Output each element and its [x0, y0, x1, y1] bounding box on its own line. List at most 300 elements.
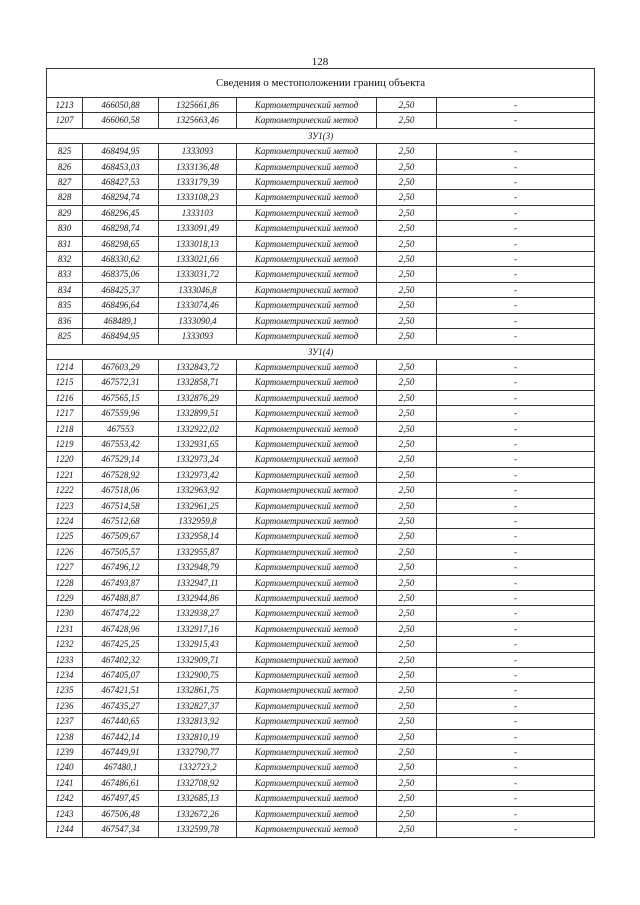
- x-coordinate-cell: 468294,74: [83, 190, 159, 205]
- method-cell: Картометрический метод: [237, 298, 377, 313]
- method-cell: Картометрический метод: [237, 205, 377, 220]
- point-number-cell: 836: [47, 313, 83, 328]
- accuracy-cell: 2,50: [377, 298, 437, 313]
- method-cell: Картометрический метод: [237, 98, 377, 113]
- method-cell: Картометрический метод: [237, 421, 377, 436]
- method-cell: Картометрический метод: [237, 375, 377, 390]
- y-coordinate-cell: 1333046,8: [159, 282, 237, 297]
- y-coordinate-cell: 1332685,13: [159, 791, 237, 806]
- method-cell: Картометрический метод: [237, 560, 377, 575]
- table-row: [47, 652, 595, 667]
- accuracy-cell: 2,50: [377, 252, 437, 267]
- x-coordinate-cell: 467402,32: [83, 652, 159, 667]
- accuracy-cell: 2,50: [377, 698, 437, 713]
- description-cell: -: [437, 698, 595, 713]
- method-cell: Картометрический метод: [237, 390, 377, 405]
- section-title: ЗУ1(3): [47, 128, 595, 143]
- accuracy-cell: 2,50: [377, 236, 437, 251]
- method-cell: Картометрический метод: [237, 236, 377, 251]
- x-coordinate-cell: 466050,88: [83, 98, 159, 113]
- x-coordinate-cell: 468494,95: [83, 144, 159, 159]
- accuracy-cell: 2,50: [377, 575, 437, 590]
- table-row: [47, 190, 595, 205]
- description-cell: -: [437, 144, 595, 159]
- accuracy-cell: 2,50: [377, 760, 437, 775]
- description-cell: -: [437, 359, 595, 374]
- table-row: [47, 591, 595, 606]
- method-cell: Картометрический метод: [237, 714, 377, 729]
- table-row: [47, 637, 595, 652]
- x-coordinate-cell: 467572,31: [83, 375, 159, 390]
- accuracy-cell: 2,50: [377, 745, 437, 760]
- point-number-cell: 1228: [47, 575, 83, 590]
- x-coordinate-cell: 467603,29: [83, 359, 159, 374]
- description-cell: -: [437, 329, 595, 344]
- table-row: [47, 575, 595, 590]
- y-coordinate-cell: 1332948,79: [159, 560, 237, 575]
- method-cell: Картометрический метод: [237, 144, 377, 159]
- x-coordinate-cell: 467480,1: [83, 760, 159, 775]
- x-coordinate-cell: 468298,74: [83, 221, 159, 236]
- method-cell: Картометрический метод: [237, 221, 377, 236]
- table-row: [47, 498, 595, 513]
- x-coordinate-cell: 468427,53: [83, 175, 159, 190]
- description-cell: -: [437, 159, 595, 174]
- y-coordinate-cell: 1332843,72: [159, 359, 237, 374]
- method-cell: Картометрический метод: [237, 591, 377, 606]
- point-number-cell: 1234: [47, 668, 83, 683]
- y-coordinate-cell: 1332790,77: [159, 745, 237, 760]
- x-coordinate-cell: 467505,57: [83, 544, 159, 559]
- table-row: [47, 375, 595, 390]
- y-coordinate-cell: 1333093: [159, 329, 237, 344]
- table-row: [47, 298, 595, 313]
- point-number-cell: 1244: [47, 822, 83, 837]
- method-cell: Картометрический метод: [237, 621, 377, 636]
- x-coordinate-cell: 468489,1: [83, 313, 159, 328]
- accuracy-cell: 2,50: [377, 144, 437, 159]
- method-cell: Картометрический метод: [237, 529, 377, 544]
- description-cell: -: [437, 822, 595, 837]
- point-number-cell: 1231: [47, 621, 83, 636]
- method-cell: Картометрический метод: [237, 513, 377, 528]
- table-row: [47, 467, 595, 482]
- accuracy-cell: 2,50: [377, 560, 437, 575]
- description-cell: -: [437, 421, 595, 436]
- y-coordinate-cell: 1332947,11: [159, 575, 237, 590]
- table-body: [47, 69, 595, 838]
- point-number-cell: 1225: [47, 529, 83, 544]
- description-cell: -: [437, 544, 595, 559]
- x-coordinate-cell: 468296,45: [83, 205, 159, 220]
- description-cell: -: [437, 436, 595, 451]
- x-coordinate-cell: 467529,14: [83, 452, 159, 467]
- method-cell: Картометрический метод: [237, 668, 377, 683]
- x-coordinate-cell: 467497,45: [83, 791, 159, 806]
- x-coordinate-cell: 467435,27: [83, 698, 159, 713]
- method-cell: Картометрический метод: [237, 406, 377, 421]
- y-coordinate-cell: 1333093: [159, 144, 237, 159]
- description-cell: -: [437, 375, 595, 390]
- description-cell: -: [437, 591, 595, 606]
- y-coordinate-cell: 1332958,14: [159, 529, 237, 544]
- description-cell: -: [437, 113, 595, 128]
- y-coordinate-cell: 1332861,75: [159, 683, 237, 698]
- description-cell: -: [437, 560, 595, 575]
- description-cell: -: [437, 406, 595, 421]
- y-coordinate-cell: 1333108,23: [159, 190, 237, 205]
- description-cell: -: [437, 467, 595, 482]
- table-row: [47, 775, 595, 790]
- y-coordinate-cell: 1332944,86: [159, 591, 237, 606]
- table-row: [47, 483, 595, 498]
- point-number-cell: 1207: [47, 113, 83, 128]
- description-cell: -: [437, 683, 595, 698]
- table-row: [47, 406, 595, 421]
- x-coordinate-cell: 467488,87: [83, 591, 159, 606]
- accuracy-cell: 2,50: [377, 267, 437, 282]
- table-row: [47, 205, 595, 220]
- x-coordinate-cell: 467405,07: [83, 668, 159, 683]
- method-cell: Картометрический метод: [237, 775, 377, 790]
- description-cell: -: [437, 513, 595, 528]
- point-number-cell: 1227: [47, 560, 83, 575]
- method-cell: Картометрический метод: [237, 359, 377, 374]
- y-coordinate-cell: 1333179,39: [159, 175, 237, 190]
- point-number-cell: 1237: [47, 714, 83, 729]
- x-coordinate-cell: 467553,42: [83, 436, 159, 451]
- point-number-cell: 1243: [47, 806, 83, 821]
- x-coordinate-cell: 467474,22: [83, 606, 159, 621]
- point-number-cell: 1220: [47, 452, 83, 467]
- accuracy-cell: 2,50: [377, 390, 437, 405]
- table-row: [47, 606, 595, 621]
- method-cell: Картометрический метод: [237, 483, 377, 498]
- point-number-cell: 1221: [47, 467, 83, 482]
- accuracy-cell: 2,50: [377, 729, 437, 744]
- accuracy-cell: 2,50: [377, 714, 437, 729]
- method-cell: Картометрический метод: [237, 652, 377, 667]
- description-cell: -: [437, 390, 595, 405]
- y-coordinate-cell: 1332959,8: [159, 513, 237, 528]
- description-cell: -: [437, 791, 595, 806]
- method-cell: Картометрический метод: [237, 606, 377, 621]
- accuracy-cell: 2,50: [377, 175, 437, 190]
- x-coordinate-cell: 467553: [83, 421, 159, 436]
- accuracy-cell: 2,50: [377, 591, 437, 606]
- description-cell: -: [437, 483, 595, 498]
- method-cell: Картометрический метод: [237, 791, 377, 806]
- y-coordinate-cell: 1333136,48: [159, 159, 237, 174]
- description-cell: -: [437, 98, 595, 113]
- method-cell: Картометрический метод: [237, 683, 377, 698]
- table-row: [47, 621, 595, 636]
- y-coordinate-cell: 1332599,78: [159, 822, 237, 837]
- accuracy-cell: 2,50: [377, 637, 437, 652]
- point-number-cell: 830: [47, 221, 83, 236]
- table-row: [47, 544, 595, 559]
- x-coordinate-cell: 467528,92: [83, 467, 159, 482]
- x-coordinate-cell: 467514,58: [83, 498, 159, 513]
- x-coordinate-cell: 468453,03: [83, 159, 159, 174]
- description-cell: -: [437, 652, 595, 667]
- description-cell: -: [437, 745, 595, 760]
- y-coordinate-cell: 1332973,42: [159, 467, 237, 482]
- y-coordinate-cell: 1333074,46: [159, 298, 237, 313]
- method-cell: Картометрический метод: [237, 313, 377, 328]
- accuracy-cell: 2,50: [377, 652, 437, 667]
- x-coordinate-cell: 467565,15: [83, 390, 159, 405]
- y-coordinate-cell: 1332723,2: [159, 760, 237, 775]
- y-coordinate-cell: 1332955,87: [159, 544, 237, 559]
- y-coordinate-cell: 1332915,43: [159, 637, 237, 652]
- point-number-cell: 833: [47, 267, 83, 282]
- x-coordinate-cell: 467440,65: [83, 714, 159, 729]
- table-row: [47, 159, 595, 174]
- y-coordinate-cell: 1332827,37: [159, 698, 237, 713]
- table-row: [47, 359, 595, 374]
- boundary-coordinates-table: [46, 68, 595, 838]
- point-number-cell: 828: [47, 190, 83, 205]
- x-coordinate-cell: 468330,62: [83, 252, 159, 267]
- accuracy-cell: 2,50: [377, 791, 437, 806]
- point-number-cell: 1235: [47, 683, 83, 698]
- y-coordinate-cell: 1332922,02: [159, 421, 237, 436]
- point-number-cell: 1222: [47, 483, 83, 498]
- x-coordinate-cell: 467518,06: [83, 483, 159, 498]
- table-row: [47, 668, 595, 683]
- table-caption-row: [47, 69, 595, 98]
- table-row: [47, 714, 595, 729]
- x-coordinate-cell: 467425,25: [83, 637, 159, 652]
- x-coordinate-cell: 468298,65: [83, 236, 159, 251]
- table-row: [47, 175, 595, 190]
- point-number-cell: 1242: [47, 791, 83, 806]
- y-coordinate-cell: 1332938,27: [159, 606, 237, 621]
- description-cell: -: [437, 236, 595, 251]
- table-row: [47, 313, 595, 328]
- x-coordinate-cell: 467547,34: [83, 822, 159, 837]
- table-row: [47, 760, 595, 775]
- point-number-cell: 1241: [47, 775, 83, 790]
- x-coordinate-cell: 467449,91: [83, 745, 159, 760]
- accuracy-cell: 2,50: [377, 498, 437, 513]
- x-coordinate-cell: 467442,14: [83, 729, 159, 744]
- y-coordinate-cell: 1332973,24: [159, 452, 237, 467]
- accuracy-cell: 2,50: [377, 436, 437, 451]
- method-cell: Картометрический метод: [237, 698, 377, 713]
- point-number-cell: 829: [47, 205, 83, 220]
- accuracy-cell: 2,50: [377, 668, 437, 683]
- description-cell: -: [437, 221, 595, 236]
- table-row: [47, 390, 595, 405]
- point-number-cell: 1217: [47, 406, 83, 421]
- accuracy-cell: 2,50: [377, 282, 437, 297]
- description-cell: -: [437, 298, 595, 313]
- table-row: [47, 144, 595, 159]
- point-number-cell: 1230: [47, 606, 83, 621]
- y-coordinate-cell: 1332810,19: [159, 729, 237, 744]
- table-row: [47, 698, 595, 713]
- method-cell: Картометрический метод: [237, 467, 377, 482]
- accuracy-cell: 2,50: [377, 806, 437, 821]
- x-coordinate-cell: 467506,48: [83, 806, 159, 821]
- y-coordinate-cell: 1332858,71: [159, 375, 237, 390]
- point-number-cell: 825: [47, 329, 83, 344]
- accuracy-cell: 2,50: [377, 544, 437, 559]
- y-coordinate-cell: 1332900,75: [159, 668, 237, 683]
- accuracy-cell: 2,50: [377, 775, 437, 790]
- method-cell: Картометрический метод: [237, 637, 377, 652]
- section-title: ЗУ1(4): [47, 344, 595, 359]
- point-number-cell: 831: [47, 236, 83, 251]
- description-cell: -: [437, 775, 595, 790]
- method-cell: Картометрический метод: [237, 175, 377, 190]
- table-row: [47, 221, 595, 236]
- point-number-cell: 1219: [47, 436, 83, 451]
- y-coordinate-cell: 1332963,92: [159, 483, 237, 498]
- method-cell: Картометрический метод: [237, 452, 377, 467]
- table-row: [47, 421, 595, 436]
- method-cell: Картометрический метод: [237, 575, 377, 590]
- point-number-cell: 1226: [47, 544, 83, 559]
- method-cell: Картометрический метод: [237, 282, 377, 297]
- accuracy-cell: 2,50: [377, 421, 437, 436]
- table-row: [47, 560, 595, 575]
- description-cell: -: [437, 252, 595, 267]
- x-coordinate-cell: 467421,51: [83, 683, 159, 698]
- table-row: [47, 267, 595, 282]
- accuracy-cell: 2,50: [377, 98, 437, 113]
- y-coordinate-cell: 1332876,29: [159, 390, 237, 405]
- page-number: 128: [311, 56, 329, 68]
- table-row: [47, 282, 595, 297]
- y-coordinate-cell: 1332672,26: [159, 806, 237, 821]
- x-coordinate-cell: 467509,67: [83, 529, 159, 544]
- y-coordinate-cell: 1333091,49: [159, 221, 237, 236]
- method-cell: Картометрический метод: [237, 329, 377, 344]
- table-caption: Сведения о местоположении границ объекта: [47, 69, 595, 98]
- accuracy-cell: 2,50: [377, 359, 437, 374]
- point-number-cell: 1215: [47, 375, 83, 390]
- accuracy-cell: 2,50: [377, 313, 437, 328]
- accuracy-cell: 2,50: [377, 113, 437, 128]
- point-number-cell: 1238: [47, 729, 83, 744]
- y-coordinate-cell: 1333031,72: [159, 267, 237, 282]
- x-coordinate-cell: 467493,87: [83, 575, 159, 590]
- table-row: [47, 452, 595, 467]
- description-cell: -: [437, 760, 595, 775]
- method-cell: Картометрический метод: [237, 729, 377, 744]
- accuracy-cell: 2,50: [377, 329, 437, 344]
- table-row: [47, 436, 595, 451]
- method-cell: Картометрический метод: [237, 745, 377, 760]
- table-row: [47, 729, 595, 744]
- y-coordinate-cell: 1333090,4: [159, 313, 237, 328]
- description-cell: -: [437, 606, 595, 621]
- description-cell: -: [437, 714, 595, 729]
- point-number-cell: 1240: [47, 760, 83, 775]
- point-number-cell: 1232: [47, 637, 83, 652]
- y-coordinate-cell: 1332813,92: [159, 714, 237, 729]
- description-cell: -: [437, 529, 595, 544]
- method-cell: Картометрический метод: [237, 252, 377, 267]
- y-coordinate-cell: 1333103: [159, 205, 237, 220]
- y-coordinate-cell: 1332899,51: [159, 406, 237, 421]
- y-coordinate-cell: 1325663,46: [159, 113, 237, 128]
- table-row: [47, 329, 595, 344]
- accuracy-cell: 2,50: [377, 822, 437, 837]
- accuracy-cell: 2,50: [377, 683, 437, 698]
- description-cell: -: [437, 498, 595, 513]
- method-cell: Картометрический метод: [237, 822, 377, 837]
- method-cell: Картометрический метод: [237, 190, 377, 205]
- method-cell: Картометрический метод: [237, 267, 377, 282]
- accuracy-cell: 2,50: [377, 190, 437, 205]
- method-cell: Картометрический метод: [237, 159, 377, 174]
- accuracy-cell: 2,50: [377, 159, 437, 174]
- description-cell: -: [437, 190, 595, 205]
- description-cell: -: [437, 175, 595, 190]
- x-coordinate-cell: 468494,95: [83, 329, 159, 344]
- accuracy-cell: 2,50: [377, 513, 437, 528]
- table-row: [47, 113, 595, 128]
- method-cell: Картометрический метод: [237, 113, 377, 128]
- point-number-cell: 832: [47, 252, 83, 267]
- description-cell: -: [437, 452, 595, 467]
- accuracy-cell: 2,50: [377, 406, 437, 421]
- description-cell: -: [437, 575, 595, 590]
- table-row: [47, 98, 595, 113]
- x-coordinate-cell: 467486,61: [83, 775, 159, 790]
- table-row: [47, 745, 595, 760]
- point-number-cell: 1233: [47, 652, 83, 667]
- accuracy-cell: 2,50: [377, 452, 437, 467]
- y-coordinate-cell: 1332909,71: [159, 652, 237, 667]
- description-cell: -: [437, 313, 595, 328]
- point-number-cell: 1214: [47, 359, 83, 374]
- point-number-cell: 1216: [47, 390, 83, 405]
- y-coordinate-cell: 1332708,92: [159, 775, 237, 790]
- point-number-cell: 834: [47, 282, 83, 297]
- description-cell: -: [437, 282, 595, 297]
- accuracy-cell: 2,50: [377, 621, 437, 636]
- method-cell: Картометрический метод: [237, 544, 377, 559]
- point-number-cell: 826: [47, 159, 83, 174]
- table-row: [47, 806, 595, 821]
- table-row: [47, 236, 595, 251]
- accuracy-cell: 2,50: [377, 606, 437, 621]
- x-coordinate-cell: 466060,58: [83, 113, 159, 128]
- point-number-cell: 1236: [47, 698, 83, 713]
- point-number-cell: 1239: [47, 745, 83, 760]
- description-cell: -: [437, 806, 595, 821]
- method-cell: Картометрический метод: [237, 806, 377, 821]
- x-coordinate-cell: 468496,64: [83, 298, 159, 313]
- accuracy-cell: 2,50: [377, 205, 437, 220]
- accuracy-cell: 2,50: [377, 221, 437, 236]
- table-row: [47, 529, 595, 544]
- accuracy-cell: 2,50: [377, 375, 437, 390]
- section-header-row: [47, 128, 595, 143]
- x-coordinate-cell: 468425,37: [83, 282, 159, 297]
- description-cell: -: [437, 205, 595, 220]
- x-coordinate-cell: 467428,96: [83, 621, 159, 636]
- table-row: [47, 791, 595, 806]
- x-coordinate-cell: 468375,06: [83, 267, 159, 282]
- description-cell: -: [437, 729, 595, 744]
- x-coordinate-cell: 467559,96: [83, 406, 159, 421]
